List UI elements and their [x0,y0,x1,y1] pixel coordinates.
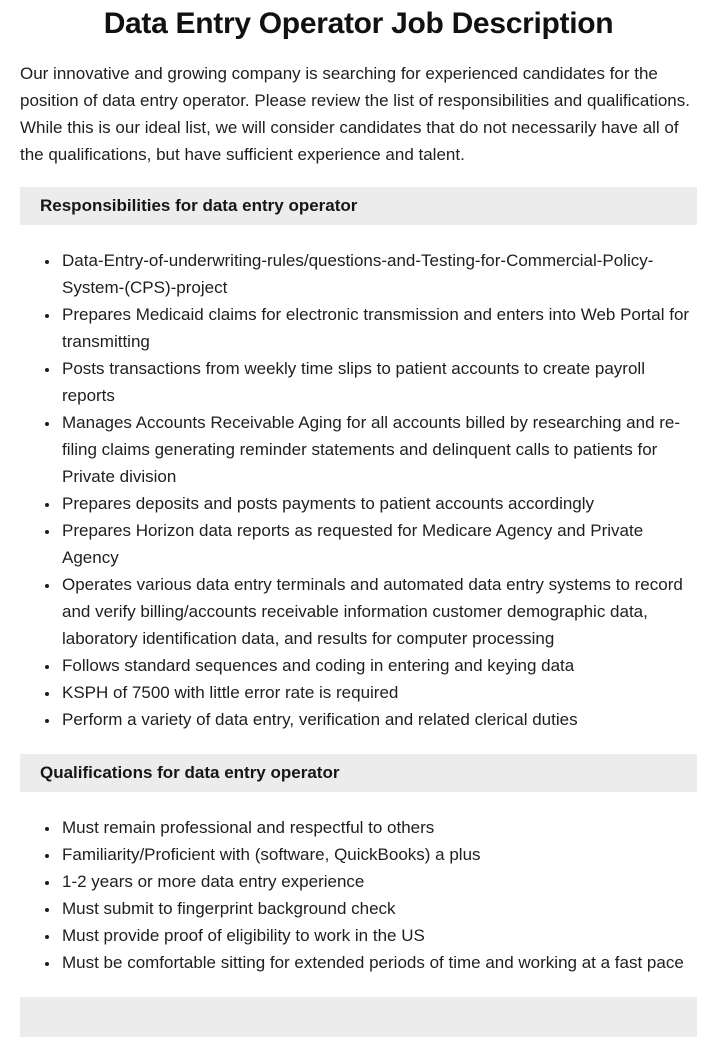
section-heading: Qualifications for data entry operator [40,763,340,782]
page-title: Data Entry Operator Job Description [103,7,614,40]
job-description-document [0,6,720,1037]
list-item: • Must submit to fingerprint background check [60,895,697,922]
list-item: • Follows standard sequences and coding in entering and keying data [60,652,697,679]
list-item: • Manages Accounts Receivable Aging for all accounts billed by researching and re-filing claims generating reminder statements and delinquent calls to patients for Private division [60,409,697,490]
list-item: • Must be comfortable sitting for extended periods of time and working at a fast pace [60,949,697,976]
list-item: • Familiarity/Proficient with (software, QuickBooks) a plus [60,841,697,868]
intro-paragraph: Our innovative and growing company is searching for experienced candidates for the position of data entry operator. Please review the list of responsibilities and qualifications. While this is our ideal list, we will consider candidates that do not necessarily have all of the qualifications, but have sufficient experience and talent. [20,64,690,164]
list-item: • Prepares Medicaid claims for electronic transmission and enters into Web Portal for transmitting [60,301,697,355]
list-item: • 1-2 years or more data entry experience [60,868,697,895]
list-item: • Must provide proof of eligibility to work in the US [60,922,697,949]
bullet-list [20,814,697,976]
job-section [20,187,697,733]
list-item: • Operates various data entry terminals and automated data entry systems to record and verify billing/accounts receivable information customer demographic data, laboratory identification data, and results for computer processing [60,571,697,652]
list-item: • Perform a variety of data entry, verification and related clerical duties [60,706,697,733]
list-item: • Must remain professional and respectful to others [60,814,697,841]
list-item: • Prepares Horizon data reports as requested for Medicare Agency and Private Agency [60,517,697,571]
list-item: • Data-Entry-of-underwriting-rules/questions-and-Testing-for-Commercial-Policy-System-(CPS)-project [60,247,697,301]
section-heading: Responsibilities for data entry operator [40,196,358,215]
section-header-bar [20,187,697,225]
list-item: • Prepares deposits and posts payments to patient accounts accordingly [60,490,697,517]
sections-container [20,187,697,976]
job-section [20,754,697,976]
truncated-section-header-bar [20,997,697,1037]
list-item: • Posts transactions from weekly time slips to patient accounts to create payroll reports [60,355,697,409]
section-header-bar [20,754,697,792]
bullet-list [20,247,697,733]
list-item: • KSPH of 7500 with little error rate is required [60,679,697,706]
